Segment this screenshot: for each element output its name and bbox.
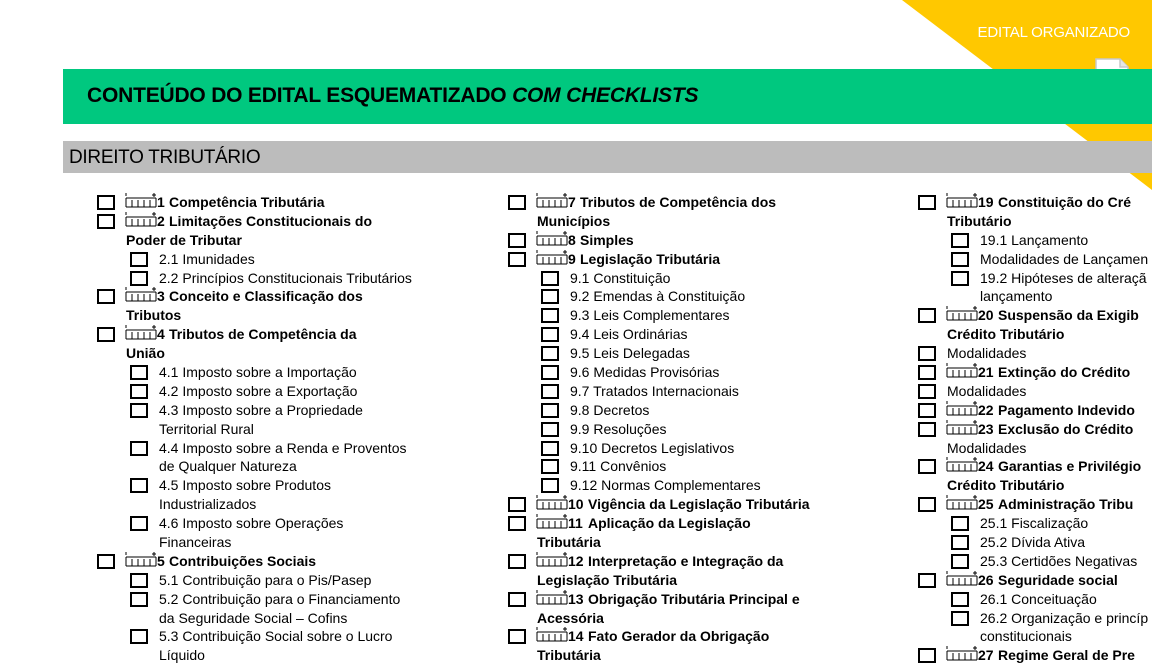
progress-ruler-icon — [946, 306, 976, 322]
progress-ruler-icon — [536, 495, 566, 511]
topic-row — [918, 420, 1152, 439]
item-text: 4.1 Imposto sobre a Importação — [159, 364, 357, 381]
item-text: 9.1 Constituição — [570, 269, 671, 286]
subtopic-row — [97, 401, 487, 420]
subtopic-row — [97, 514, 487, 533]
item-text: União — [126, 345, 165, 362]
subject-bar — [63, 141, 1152, 173]
item-text: 4.3 Imposto sobre a Propriedade — [159, 401, 363, 418]
subtopic-row — [97, 627, 487, 646]
item-text: de Qualquer Natureza — [159, 458, 297, 475]
topic-checkbox[interactable] — [918, 308, 936, 323]
subtopic-row — [97, 363, 487, 382]
topic-checkbox[interactable] — [918, 648, 936, 663]
subtopic-row — [508, 269, 898, 288]
subtopic-checkbox[interactable] — [541, 441, 559, 456]
subtopic-checkbox[interactable] — [951, 233, 969, 248]
continuation-row — [918, 212, 1152, 231]
continuation-row — [508, 571, 898, 590]
subtopic-checkbox[interactable] — [541, 422, 559, 437]
continuation-row — [97, 495, 487, 514]
subtopic-checkbox[interactable] — [130, 629, 148, 644]
topic-number: 23 — [978, 420, 994, 437]
progress-ruler-icon — [125, 212, 155, 228]
topic-checkbox[interactable] — [97, 195, 115, 210]
subtopic-row — [508, 363, 898, 382]
subtopic-row — [918, 269, 1152, 288]
subtopic-row — [508, 401, 898, 420]
progress-ruler-icon — [946, 495, 976, 511]
continuation-row — [97, 420, 487, 439]
topic-checkbox[interactable] — [918, 195, 936, 210]
topic-row — [918, 457, 1152, 476]
subtopic-checkbox[interactable] — [130, 592, 148, 607]
continuation-row — [508, 646, 898, 665]
subtopic-checkbox[interactable] — [130, 384, 148, 399]
topic-checkbox[interactable] — [918, 459, 936, 474]
continuation-row — [918, 344, 1152, 363]
continuation-row — [508, 609, 898, 628]
progress-ruler-icon — [536, 514, 566, 530]
item-text: 9.9 Resoluções — [570, 420, 667, 437]
subtopic-checkbox[interactable] — [130, 478, 148, 493]
topic-number: 27 — [978, 647, 994, 664]
item-text: 9.2 Emendas à Constituição — [570, 288, 746, 305]
topic-checkbox[interactable] — [918, 365, 936, 380]
item-text: Garantias e Privilégio — [998, 458, 1142, 475]
subtopic-row — [508, 306, 898, 325]
topic-row — [508, 193, 898, 212]
topic-row — [918, 363, 1152, 382]
topic-number: 19 — [978, 194, 994, 210]
topic-checkbox[interactable] — [508, 252, 526, 267]
item-text: Limitações Constitucionais do — [169, 212, 373, 229]
subtopic-checkbox[interactable] — [130, 516, 148, 531]
item-text: Tributos de Competência da — [169, 326, 357, 343]
progress-ruler-icon — [946, 401, 976, 417]
subtopic-row — [97, 590, 487, 609]
subtopic-checkbox[interactable] — [541, 478, 559, 493]
subject-title: DIREITO TRIBUTÁRIO — [69, 147, 261, 168]
continuation-row — [918, 325, 1152, 344]
item-text: Contribuições Sociais — [169, 552, 317, 569]
item-text: Fato Gerador da Obrigação — [588, 628, 770, 645]
progress-ruler-icon — [536, 231, 566, 247]
topic-number: 11 — [568, 515, 583, 532]
item-text: Modalidades — [947, 439, 1027, 456]
topic-row — [97, 287, 487, 306]
topic-checkbox[interactable] — [918, 403, 936, 418]
item-text: Pagamento Indevido — [998, 401, 1135, 418]
subtopic-row — [918, 533, 1152, 552]
subtopic-row — [918, 514, 1152, 533]
page-title — [87, 84, 698, 108]
continuation-row — [97, 609, 487, 628]
item-text: 2.1 Imunidades — [159, 250, 255, 267]
item-text: Financeiras — [159, 534, 232, 551]
topic-number: 26 — [978, 571, 994, 588]
subtopic-row — [508, 287, 898, 306]
subtopic-row — [508, 476, 898, 495]
continuation-row — [97, 457, 487, 476]
item-text: Tributário — [947, 212, 1012, 229]
subtopic-row — [508, 439, 898, 458]
item-text: 4.6 Imposto sobre Operações — [159, 515, 344, 532]
item-text: 26.2 Organização e princíp — [980, 609, 1149, 626]
topic-number: 24 — [978, 458, 994, 475]
subtopic-checkbox[interactable] — [541, 459, 559, 474]
progress-ruler-icon — [536, 590, 566, 606]
item-text: Constituição do Cré — [998, 194, 1132, 210]
subtopic-checkbox[interactable] — [541, 403, 559, 418]
topic-checkbox[interactable] — [508, 592, 526, 607]
subtopic-row — [508, 325, 898, 344]
topic-checkbox[interactable] — [97, 554, 115, 569]
topic-number: 12 — [568, 552, 584, 569]
item-text: Conceito e Classificação dos — [169, 288, 363, 305]
progress-ruler-icon — [946, 571, 976, 587]
subtopic-checkbox[interactable] — [951, 554, 969, 569]
progress-ruler-icon — [125, 325, 155, 341]
topic-row — [508, 250, 898, 269]
topic-row — [97, 325, 487, 344]
item-text: lançamento — [980, 288, 1053, 305]
subtopic-checkbox[interactable] — [130, 403, 148, 418]
subtopic-checkbox[interactable] — [951, 516, 969, 531]
progress-ruler-icon — [946, 457, 976, 473]
progress-ruler-icon — [946, 646, 976, 662]
title-banner — [63, 69, 1152, 124]
progress-ruler-icon — [946, 363, 976, 379]
item-text: 9.4 Leis Ordinárias — [570, 326, 688, 343]
topic-checkbox[interactable] — [508, 554, 526, 569]
topic-number: 22 — [978, 401, 994, 418]
item-text: Modalidades — [947, 345, 1027, 362]
item-text: 4.4 Imposto sobre a Renda e Proventos — [159, 439, 407, 456]
subtopic-checkbox[interactable] — [541, 365, 559, 380]
item-checkbox[interactable] — [918, 384, 936, 399]
item-text: Competência Tributária — [169, 194, 325, 210]
continuation-row — [918, 439, 1152, 458]
topic-number: 8 — [568, 231, 576, 248]
continuation-row — [97, 646, 487, 665]
progress-ruler-icon — [946, 193, 976, 209]
item-text: Interpretação e Integração da — [588, 552, 784, 569]
topic-checkbox[interactable] — [508, 629, 526, 644]
item-text: Tributária — [537, 647, 601, 664]
item-text: 9.3 Leis Complementares — [570, 307, 730, 324]
subtopic-row — [97, 571, 487, 590]
item-text: 9.5 Leis Delegadas — [570, 345, 690, 362]
topic-checkbox[interactable] — [508, 233, 526, 248]
topic-row — [918, 401, 1152, 420]
item-text: Poder de Tributar — [126, 231, 242, 248]
subtopic-checkbox[interactable] — [541, 308, 559, 323]
topic-row — [508, 514, 898, 533]
topic-number: 4 — [157, 326, 165, 343]
topic-checkbox[interactable] — [508, 516, 526, 531]
topic-number: 5 — [157, 552, 165, 569]
continuation-row — [918, 627, 1152, 646]
topic-number: 20 — [978, 307, 994, 324]
corner-label: EDITAL ORGANIZADO — [977, 24, 1130, 41]
item-text: Aplicação da Legislação — [588, 515, 751, 532]
topic-row — [508, 495, 898, 514]
topic-row — [97, 193, 487, 212]
topic-number: 13 — [568, 590, 584, 607]
item-text: Tributos de Competência dos — [580, 194, 777, 210]
continuation-row — [97, 306, 487, 325]
item-text: Vigência da Legislação Tributária — [588, 496, 810, 513]
progress-ruler-icon — [536, 552, 566, 568]
topic-row — [508, 552, 898, 571]
subtopic-checkbox[interactable] — [130, 573, 148, 588]
subtopic-checkbox[interactable] — [951, 611, 969, 626]
subtopic-checkbox[interactable] — [130, 441, 148, 456]
topic-number: 21 — [978, 364, 994, 381]
subtopic-row — [508, 420, 898, 439]
subtopic-checkbox[interactable] — [130, 365, 148, 380]
page-title-main: CONTEÚDO DO EDITAL ESQUEMATIZADO — [87, 84, 507, 107]
topic-number: 14 — [568, 628, 584, 645]
subtopic-checkbox[interactable] — [951, 592, 969, 607]
topic-checkbox[interactable] — [918, 422, 936, 437]
item-text: Municípios — [537, 212, 611, 229]
subtopic-checkbox[interactable] — [951, 535, 969, 550]
topic-checkbox[interactable] — [97, 214, 115, 229]
subtopic-row — [508, 382, 898, 401]
subtopic-checkbox[interactable] — [541, 384, 559, 399]
topic-checkbox[interactable] — [97, 289, 115, 304]
subtopic-row — [918, 250, 1152, 269]
item-text: Suspensão da Exigib — [998, 307, 1139, 324]
item-text: da Seguridade Social – Cofins — [159, 609, 348, 626]
item-text: Acessória — [537, 609, 604, 626]
subtopic-checkbox[interactable] — [130, 271, 148, 286]
topic-checkbox[interactable] — [918, 497, 936, 512]
item-text: Administração Tribu — [998, 496, 1134, 513]
subtopic-row — [97, 382, 487, 401]
item-text: Legislação Tributária — [537, 571, 678, 588]
item-text: 9.6 Medidas Provisórias — [570, 364, 720, 381]
item-text: Territorial Rural — [159, 420, 254, 437]
topic-number: 9 — [568, 250, 576, 267]
subtopic-row — [97, 439, 487, 458]
topic-row — [918, 495, 1152, 514]
item-text: 25.3 Certidões Negativas — [980, 552, 1138, 569]
topic-number: 10 — [568, 496, 584, 513]
topic-checkbox[interactable] — [97, 327, 115, 342]
continuation-row — [97, 344, 487, 363]
item-text: 5.2 Contribuição para o Financiamento — [159, 590, 401, 607]
subtopic-row — [918, 590, 1152, 609]
item-text: 9.12 Normas Complementares — [570, 477, 761, 494]
topic-number: 1 — [157, 194, 165, 210]
item-text: 19.2 Hipóteses de alteraçã — [980, 269, 1147, 286]
subtopic-row — [508, 457, 898, 476]
continuation-row — [918, 476, 1152, 495]
topic-checkbox[interactable] — [508, 195, 526, 210]
topic-number: 7 — [568, 194, 576, 210]
subtopic-checkbox[interactable] — [951, 271, 969, 286]
continuation-row — [918, 382, 1152, 401]
topic-number: 25 — [978, 496, 994, 513]
topic-row — [918, 646, 1152, 665]
continuation-row — [97, 533, 487, 552]
item-text: Crédito Tributário — [947, 326, 1065, 343]
item-text: Simples — [580, 231, 634, 248]
item-checkbox[interactable] — [918, 346, 936, 361]
item-text: 9.8 Decretos — [570, 401, 650, 418]
subtopic-checkbox[interactable] — [130, 252, 148, 267]
topic-checkbox[interactable] — [508, 497, 526, 512]
item-text: Regime Geral de Pre — [998, 647, 1135, 664]
content-column-1 — [97, 193, 487, 665]
subtopic-checkbox[interactable] — [541, 327, 559, 342]
item-text: 2.2 Princípios Constitucionais Tributários — [159, 269, 412, 286]
item-text: 9.7 Tratados Internacionais — [570, 382, 739, 399]
item-text: Seguridade social — [998, 571, 1118, 588]
item-text: 5.1 Contribuição para o Pis/Pasep — [159, 571, 372, 588]
subtopic-checkbox[interactable] — [541, 271, 559, 286]
progress-ruler-icon — [536, 250, 566, 266]
item-text: 25.2 Dívida Ativa — [980, 534, 1086, 551]
subtopic-row — [918, 231, 1152, 250]
subtopic-checkbox[interactable] — [951, 252, 969, 267]
continuation-row — [508, 212, 898, 231]
progress-ruler-icon — [536, 627, 566, 643]
item-text: 9.10 Decretos Legislativos — [570, 439, 735, 456]
continuation-row — [918, 287, 1152, 306]
item-text: 4.5 Imposto sobre Produtos — [159, 477, 331, 494]
content-column-3 — [918, 193, 1152, 665]
progress-ruler-icon — [125, 552, 155, 568]
item-text: Crédito Tributário — [947, 477, 1065, 494]
item-text: Extinção do Crédito — [998, 364, 1131, 381]
item-text: 5.3 Contribuição Social sobre o Lucro — [159, 628, 393, 645]
item-text: 9.11 Convênios — [570, 458, 667, 475]
subtopic-row — [97, 250, 487, 269]
progress-ruler-icon — [125, 287, 155, 303]
item-text: 25.1 Fiscalização — [980, 515, 1089, 532]
subtopic-row — [97, 476, 487, 495]
progress-ruler-icon — [125, 193, 155, 209]
content-column-2 — [508, 193, 898, 665]
item-text: 26.1 Conceituação — [980, 590, 1097, 607]
topic-row — [918, 193, 1152, 212]
subtopic-row — [508, 344, 898, 363]
topic-row — [97, 212, 487, 231]
topic-row — [508, 627, 898, 646]
subtopic-checkbox[interactable] — [541, 289, 559, 304]
item-text: Modalidades de Lançamen — [980, 250, 1149, 267]
progress-ruler-icon — [536, 193, 566, 209]
subtopic-row — [97, 269, 487, 288]
topic-row — [918, 571, 1152, 590]
topic-row — [918, 306, 1152, 325]
continuation-row — [508, 533, 898, 552]
subtopic-checkbox[interactable] — [541, 346, 559, 361]
item-text: Modalidades — [947, 382, 1027, 399]
continuation-row — [97, 231, 487, 250]
subtopic-row — [918, 609, 1152, 628]
item-text: Obrigação Tributária Principal e — [588, 590, 800, 607]
item-text: 4.2 Imposto sobre a Exportação — [159, 382, 358, 399]
item-text: constitucionais — [980, 628, 1072, 645]
page-title-italic: COM CHECKLISTS — [512, 84, 699, 107]
item-text: Legislação Tributária — [580, 250, 721, 267]
topic-row — [508, 590, 898, 609]
item-text: Tributária — [537, 534, 601, 551]
item-text: 19.1 Lançamento — [980, 231, 1089, 248]
topic-number: 2 — [157, 212, 165, 229]
item-text: Exclusão do Crédito — [998, 420, 1134, 437]
subtopic-row — [918, 552, 1152, 571]
progress-ruler-icon — [946, 420, 976, 436]
topic-checkbox[interactable] — [918, 573, 936, 588]
item-text: Tributos — [126, 307, 182, 324]
item-text: Industrializados — [159, 496, 257, 513]
topic-number: 3 — [157, 288, 165, 305]
item-text: Líquido — [159, 647, 205, 664]
topic-row — [508, 231, 898, 250]
topic-row — [97, 552, 487, 571]
